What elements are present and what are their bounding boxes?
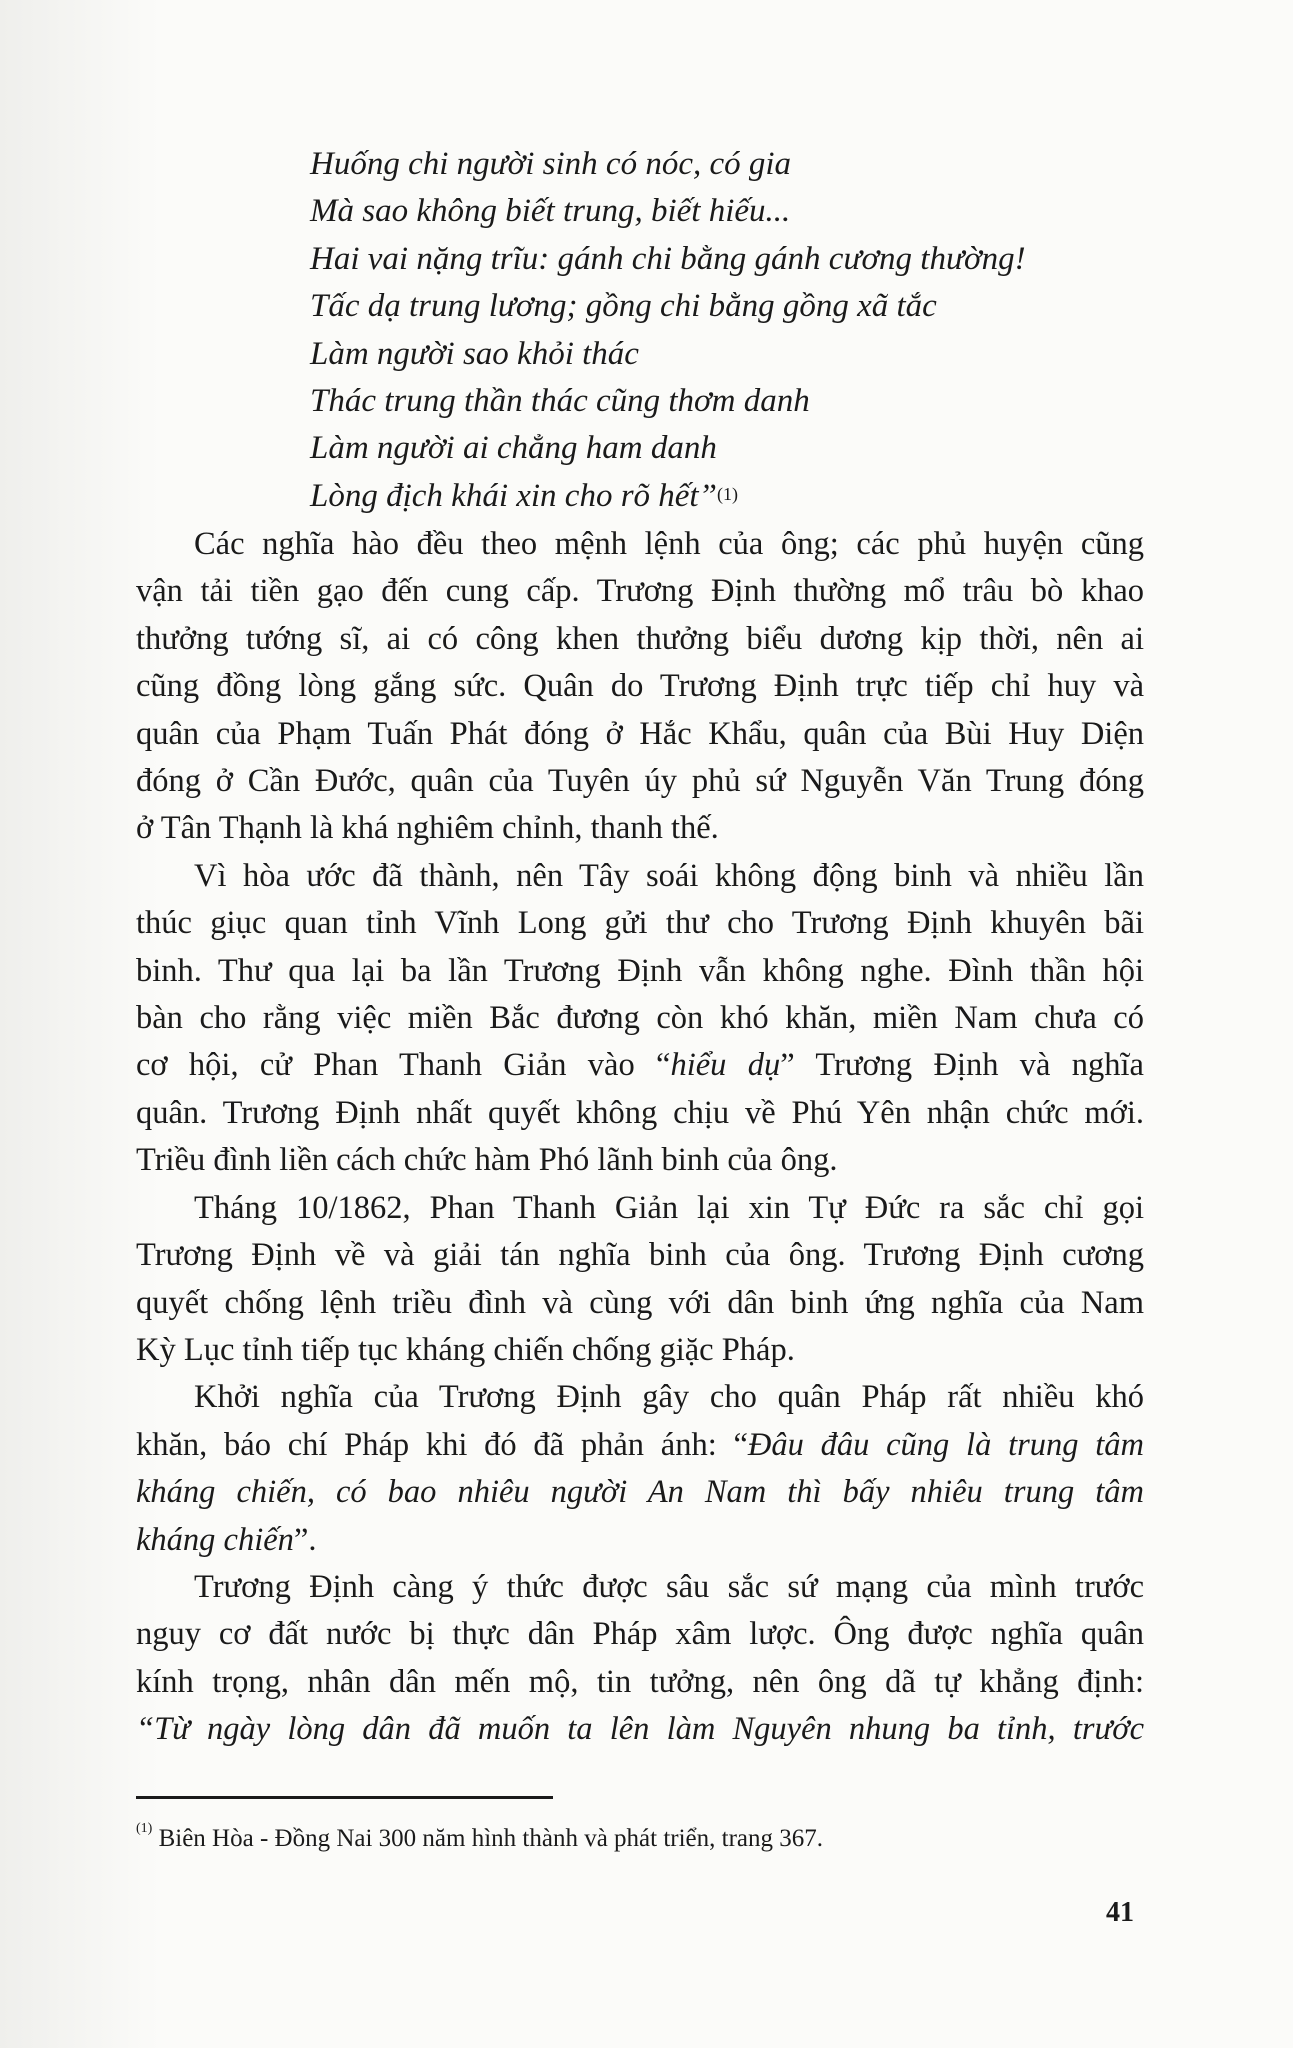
text-line (136, 853, 1144, 900)
text-segment: Trương Định càng ý thức được sâu sắc sứ mạng của mình trước (194, 1568, 1144, 1605)
text-segment: cơ hội, cử Phan Thanh Giản vào “ (136, 1047, 671, 1084)
text-line (136, 521, 1144, 568)
text-segment: binh. Thư qua lại ba lần Trương Định vẫn không nghe. Đình thần hội (136, 952, 1144, 989)
paragraph (136, 853, 1144, 1185)
text-line (136, 663, 1144, 710)
text-segment: Trương Định về và giải tán nghĩa binh của ông. Trương Định cương (136, 1237, 1144, 1274)
footnote-separator (136, 1796, 553, 1799)
italic-quote-text: hiểu dụ (670, 1047, 781, 1084)
text-segment: vận tải tiền gạo đến cung cấp. Trương Định thường mổ trâu bò khao (136, 573, 1144, 610)
text-line (136, 1517, 1144, 1564)
paragraph (136, 1374, 1144, 1564)
text-segment: nguy cơ đất nước bị thực dân Pháp xâm lược. Ông được nghĩa quân (136, 1616, 1144, 1653)
text-segment: Triều đình liền cách chức hàm Phó lãnh binh của ông. (136, 1142, 838, 1179)
text-line (136, 1374, 1144, 1421)
text-segment: quyết chống lệnh triều đình và cùng với dân binh ứng nghĩa của Nam (136, 1284, 1144, 1321)
footnote-text: Biên Hòa - Đồng Nai 300 năm hình thành và phát triển, trang 367. (152, 1825, 824, 1852)
poem-line (310, 378, 1026, 425)
poem-line (310, 473, 1026, 520)
text-line (136, 1090, 1144, 1137)
poem-line (310, 141, 1026, 188)
text-line (136, 1564, 1144, 1611)
poem-line-text: Tấc dạ trung lương; gồng chi bằng gồng xã tắc (310, 288, 937, 325)
text-segment: thưởng tướng sĩ, ai có công khen thưởng biểu dương kịp thời, nên ai (136, 620, 1144, 657)
poem-quote (310, 141, 1026, 520)
text-line (136, 1611, 1144, 1658)
poem-line-text: Hai vai nặng trĩu: gánh chi bằng gánh cương thường! (310, 240, 1026, 277)
italic-quote-text: Đâu đâu cũng là trung tâm (747, 1426, 1144, 1463)
text-line (136, 711, 1144, 758)
footnote (136, 1821, 824, 1853)
text-segment: ”. (293, 1521, 317, 1558)
poem-line-text: Làm người ai chẳng ham danh (310, 430, 717, 467)
poem-line (310, 236, 1026, 283)
text-segment: Kỳ Lục tỉnh tiếp tục kháng chiến chống giặc Pháp. (136, 1331, 795, 1368)
poem-line-text: Mà sao không biết trung, biết hiếu... (310, 193, 791, 230)
italic-quote-text: kháng chiến, có bao nhiêu người An Nam thì bấy nhiêu trung tâm (136, 1474, 1144, 1511)
text-line (136, 995, 1144, 1042)
poem-line-text: Huống chi người sinh có nóc, có gia (310, 146, 792, 182)
text-segment: bàn cho rằng việc miền Bắc đương còn khó khăn, miền Nam chưa có (136, 1000, 1144, 1037)
text-segment: kính trọng, nhân dân mến mộ, tin tưởng, nên ông dã tự khẳng định: (136, 1663, 1144, 1700)
poem-line (310, 283, 1026, 330)
poem-line (310, 425, 1026, 472)
text-line (136, 568, 1144, 615)
text-line (136, 1659, 1144, 1706)
text-line (136, 805, 1144, 852)
italic-quote-text: “Từ ngày lòng dân đã muốn ta lên làm Nguyên nhung ba tỉnh, trước (136, 1711, 1144, 1748)
footnote-marker: (1) (136, 1821, 153, 1836)
poem-line-text: Lòng địch khái xin cho rõ hết” (310, 477, 717, 514)
text-segment: quân. Trương Định nhất quyết không chịu về Phú Yên nhận chức mới. (136, 1094, 1144, 1131)
text-line (136, 948, 1144, 995)
text-line (136, 1280, 1144, 1327)
text-line (136, 1422, 1144, 1469)
italic-quote-text: kháng chiến (136, 1521, 294, 1558)
paragraph (136, 521, 1144, 853)
text-line (136, 1706, 1144, 1753)
text-line (136, 1469, 1144, 1516)
text-line (136, 1042, 1144, 1089)
text-segment: ở Tân Thạnh là khá nghiêm chỉnh, thanh thế. (136, 810, 719, 847)
footnote-reference: (1) (716, 483, 738, 504)
text-line (136, 1185, 1144, 1232)
text-line (136, 1327, 1144, 1374)
text-line (136, 616, 1144, 663)
text-segment: đóng ở Cần Đước, quân của Tuyên úy phủ sứ Nguyễn Văn Trung đóng (136, 763, 1144, 800)
poem-line-text: Làm người sao khỏi thác (310, 335, 639, 372)
page-number: 41 (1106, 1897, 1134, 1928)
text-line (136, 900, 1144, 947)
text-segment: quân của Phạm Tuấn Phát đóng ở Hắc Khẩu, quân của Bùi Huy Diện (136, 715, 1144, 752)
poem-line (310, 331, 1026, 378)
text-line (136, 758, 1144, 805)
text-segment: Khởi nghĩa của Trương Định gây cho quân Pháp rất nhiều khó (194, 1379, 1144, 1416)
text-segment: Các nghĩa hào đều theo mệnh lệnh của ông; các phủ huyện cũng (194, 526, 1144, 562)
text-segment: cũng đồng lòng gắng sức. Quân do Trương Định trực tiếp chỉ huy và (136, 668, 1144, 705)
text-line (136, 1137, 1144, 1184)
text-segment: khăn, báo chí Pháp khi đó đã phản ánh: “ (136, 1426, 748, 1463)
text-segment: ” Trương Định và nghĩa (780, 1047, 1144, 1084)
text-segment: thúc giục quan tỉnh Vĩnh Long gửi thư cho Trương Định khuyên bãi (136, 905, 1144, 942)
text-segment: Tháng 10/1862, Phan Thanh Giản lại xin Tự Đức ra sắc chỉ gọi (194, 1189, 1144, 1226)
text-segment: Vì hòa ước đã thành, nên Tây soái không động binh và nhiều lần (194, 857, 1144, 894)
poem-line (310, 188, 1026, 235)
poem-line-text: Thác trung thần thác cũng thơm danh (310, 383, 810, 420)
body-text (136, 521, 1144, 1754)
text-line (136, 1232, 1144, 1279)
paragraph (136, 1185, 1144, 1375)
paragraph (136, 1564, 1144, 1754)
